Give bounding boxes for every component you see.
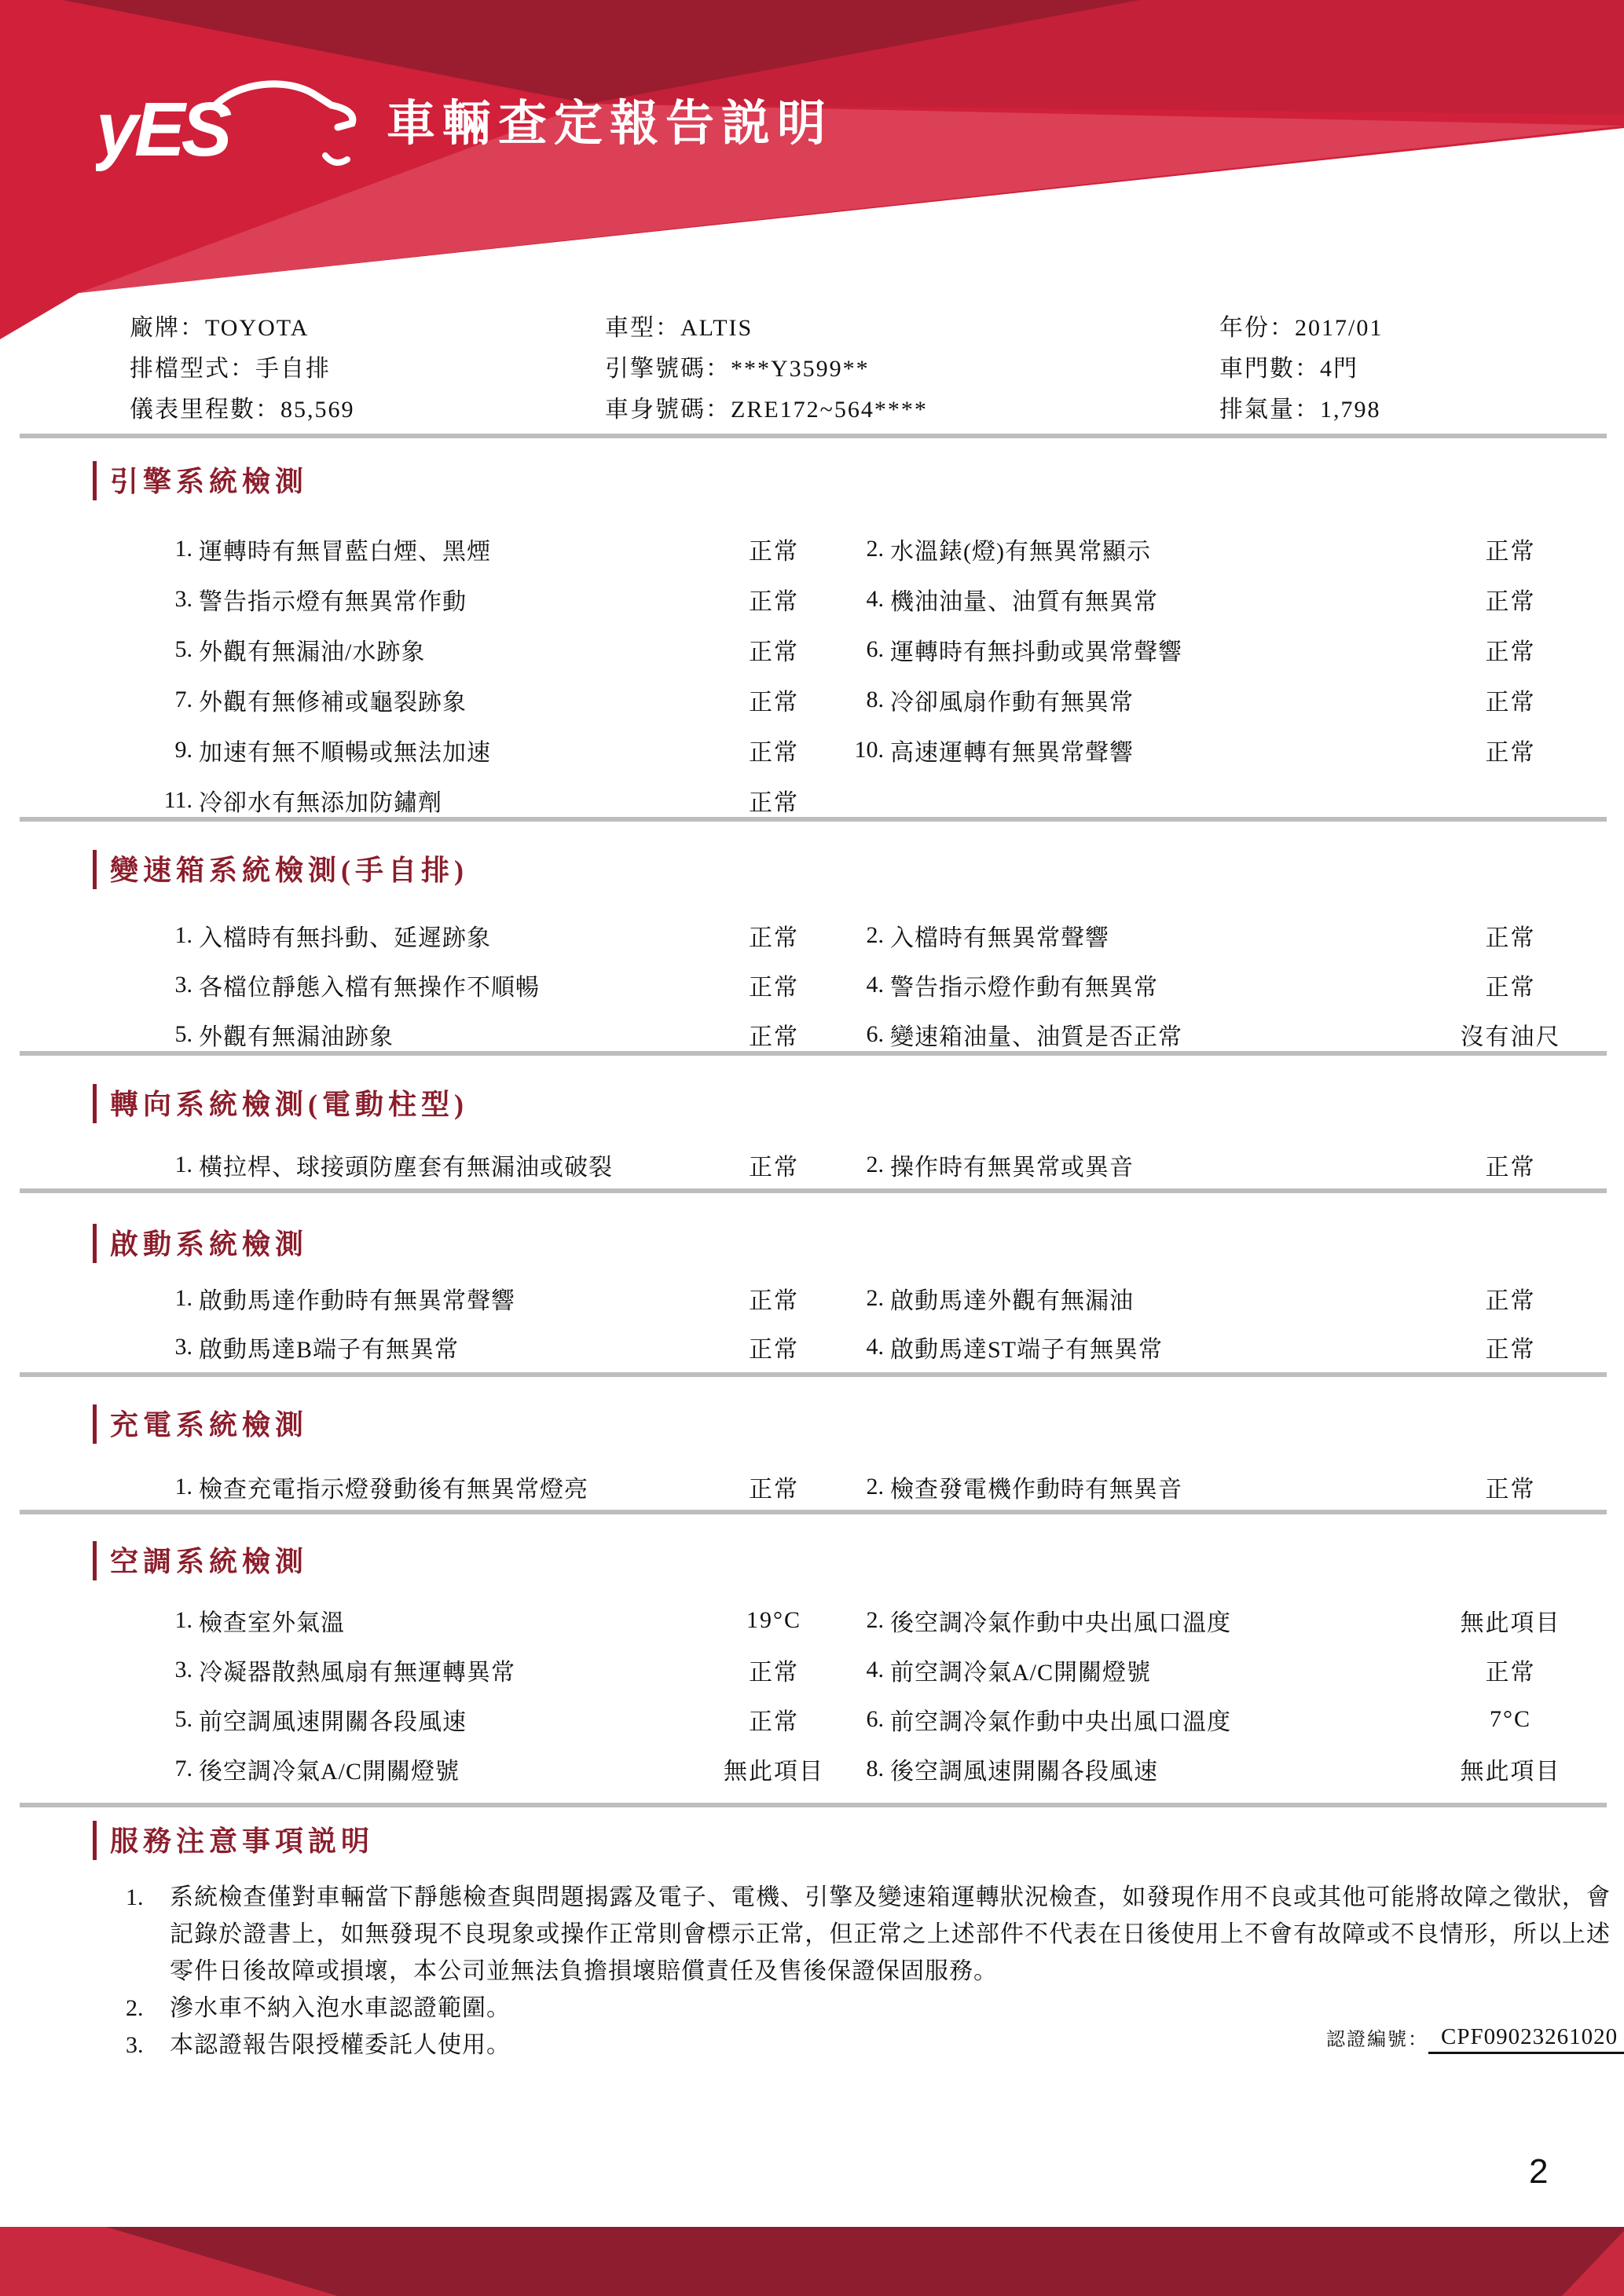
check-item-row [817,1752,1579,1785]
page-number: 2 [1529,2152,1549,2191]
item-number: 10. [854,737,884,763]
item-label: 啟動馬達B端子有無異常 [199,1337,460,1363]
item-label: 運轉時有無冒藍白煙、黑煙 [199,539,491,565]
check-item-row [817,683,1579,716]
item-label: 啟動馬達ST端子有無異常 [890,1337,1164,1363]
item-result: 正常 [1485,1337,1536,1363]
note-item [126,1879,1611,1990]
item-result: 正常 [749,589,799,615]
item-number: 8. [866,1756,884,1782]
item-label: 警告指示燈作動有無異常 [890,975,1158,1001]
item-label: 前空調風速開關各段風速 [199,1709,467,1735]
check-item-row [126,533,845,566]
section-title: 空調系統檢測 [110,1546,309,1577]
item-result: 正常 [1485,589,1536,615]
item-result: 正常 [749,1477,799,1503]
item-label: 啟動馬達外觀有無漏油 [890,1288,1134,1314]
separator [20,434,1607,438]
check-item-row [126,633,845,666]
check-item-row [126,1703,845,1736]
item-number: 2. [866,1474,884,1500]
item-number: 4. [866,972,884,998]
separator [20,1372,1607,1377]
item-result: 正常 [1485,975,1536,1001]
check-item-row [126,734,845,767]
separator [20,1803,1607,1807]
item-number: 3. [174,972,192,998]
check-item-row [817,1703,1579,1736]
note-text: 滲水車不納入泡水車認證範圍。 [170,1995,511,2021]
vehicle-info-column [605,308,928,430]
footer-banner [0,2227,1624,2296]
separator [20,1051,1607,1056]
item-label: 檢查發電機作動時有無異音 [890,1477,1182,1503]
item-number: 2. [866,536,884,562]
item-number: 2. [866,1285,884,1311]
item-result: 正常 [1485,1288,1536,1314]
item-result: 正常 [749,690,799,716]
section-title: 充電系統檢測 [110,1409,309,1441]
item-label: 前空調冷氣A/C開關燈號 [890,1660,1152,1686]
check-item-row [817,583,1579,616]
item-number: 5. [174,1706,192,1732]
item-label: 冷卻水有無添加防鏽劑 [199,790,442,816]
section-bar [93,1404,97,1444]
item-result: 正常 [749,1155,799,1181]
check-item-row [126,1604,845,1637]
note-text: 系統檢查僅對車輛當下靜態檢查與問題揭露及電子、電機、引擎及變速箱運轉狀況檢查，如發現作用不良或其他可能將故障之徵狀，會記錄於證書上，如無發現不良現象或操作正常則會標示正常，但正常之上述部件不代表在日後使用上不會有故障或不良情形，所以上述零件日後故障或損壞，本公司並無法負擔損壞賠償責任及售後保證保固服務。 [170,1884,1611,1984]
info-field: 車身號碼：ZRE172~564**** [605,397,928,423]
section-bar [93,461,97,500]
item-label: 入檔時有無抖動、延遲跡象 [199,925,491,951]
item-label: 檢查充電指示燈發動後有無異常燈亮 [199,1477,588,1503]
info-field: 年份：2017/01 [1219,315,1384,341]
note-number: 2. [126,1995,144,2021]
check-item-row [126,683,845,716]
info-field: 儀表里程數：85,569 [130,397,355,423]
check-item-row [817,1653,1579,1686]
check-item-row [817,734,1579,767]
item-label: 操作時有無異常或異音 [890,1155,1134,1181]
note-number: 3. [126,2032,144,2058]
item-label: 高速運轉有無異常聲響 [890,740,1134,766]
note-text: 本認證報告限授權委託人使用。 [170,2032,511,2058]
item-label: 前空調冷氣作動中央出風口溫度 [890,1709,1231,1735]
item-result: 無此項目 [724,1759,824,1785]
item-label: 後空調風速開關各段風速 [890,1759,1158,1785]
item-number: 7. [174,1756,192,1782]
car-wheel-icon [325,156,347,163]
item-number: 2. [866,1607,884,1633]
item-result: 正常 [1485,925,1536,951]
section-title: 轉向系統檢測(電動柱型) [110,1089,468,1120]
cert-label: 認證編號： [1326,2030,1428,2050]
item-label: 檢查室外氣溫 [199,1610,345,1636]
item-result: 正常 [749,975,799,1001]
item-result: 正常 [749,1288,799,1314]
item-label: 啟動馬達作動時有無異常聲響 [199,1288,515,1314]
note-item [126,1990,1611,2027]
item-result: 7°C [1489,1706,1531,1732]
check-item-row [126,969,845,1002]
vehicle-info-column [1219,308,1383,430]
info-field: 排檔型式：手自排 [130,356,331,382]
item-label: 橫拉桿、球接頭防塵套有無漏油或破裂 [199,1155,613,1181]
header-banner [0,0,1624,350]
item-result: 正常 [749,740,799,766]
item-result: 正常 [749,1337,799,1363]
check-item-row [126,583,845,616]
section-title: 啟動系統檢測 [110,1229,309,1260]
item-number: 6. [866,1706,884,1732]
info-field: 車門數：4門 [1219,356,1358,382]
item-label: 機油油量、油質有無異常 [890,589,1158,615]
section-title: 變速箱系統檢測(手自排) [110,855,468,886]
check-item-row [126,919,845,952]
info-field: 引擎號碼：***Y3599** [605,356,870,382]
item-number: 2. [866,922,884,948]
check-item-row [126,1331,845,1364]
section-bar [93,1224,97,1263]
check-item-row [817,1148,1579,1181]
car-outline-icon [214,84,353,127]
vehicle-info-column [130,308,355,430]
item-label: 加速有無不順暢或無法加速 [199,740,491,766]
item-number: 3. [174,1334,192,1360]
check-item-row [126,1282,845,1315]
item-label: 外觀有無漏油跡象 [199,1024,394,1050]
section-title: 引擎系統檢測 [110,466,309,497]
check-item-row [126,1018,845,1051]
info-field: 車型：ALTIS [605,315,753,341]
item-number: 9. [174,737,192,763]
section-bar [93,1821,97,1860]
item-result: 正常 [749,1660,799,1686]
item-number: 1. [174,1152,192,1177]
item-result: 正常 [1485,1477,1536,1503]
item-number: 3. [174,1657,192,1683]
item-result: 正常 [1485,639,1536,665]
check-item-row [817,533,1579,566]
item-label: 冷凝器散熱風扇有無運轉異常 [199,1660,515,1686]
item-number: 1. [174,1607,192,1633]
item-number: 8. [866,687,884,712]
separator [20,1510,1607,1514]
yes-logo [96,75,367,174]
check-item-row [126,784,845,817]
item-number: 1. [174,922,192,948]
item-result: 無此項目 [1460,1610,1561,1636]
item-result: 正常 [749,1709,799,1735]
item-result: 正常 [749,539,799,565]
item-label: 入檔時有無異常聲響 [890,925,1109,951]
separator [20,1188,1607,1193]
certification-line [1326,2023,1624,2054]
item-result: 正常 [749,790,799,816]
info-field: 廠牌：TOYOTA [130,315,310,341]
item-number: 1. [174,1474,192,1500]
section-bar [93,1084,97,1123]
check-item-row [817,1331,1579,1364]
item-label: 後空調冷氣A/C開關燈號 [199,1759,460,1785]
check-item-row [817,919,1579,952]
item-number: 5. [174,636,192,662]
info-field: 排氣量：1,798 [1219,397,1381,423]
item-number: 4. [866,1657,884,1683]
item-result: 正常 [749,639,799,665]
check-item-row [817,1604,1579,1637]
item-result: 正常 [1485,1155,1536,1181]
item-result: 正常 [749,925,799,951]
item-label: 冷卻風扇作動有無異常 [890,690,1134,716]
item-label: 後空調冷氣作動中央出風口溫度 [890,1610,1231,1636]
check-item-row [817,633,1579,666]
note-number: 1. [126,1884,144,1910]
item-result: 正常 [1485,740,1536,766]
item-result: 正常 [1485,1660,1536,1686]
item-number: 1. [174,1285,192,1311]
check-item-row [126,1470,845,1503]
item-number: 2. [866,1152,884,1177]
item-result: 正常 [1485,690,1536,716]
cert-number: CPF09023261020 [1428,2024,1624,2054]
separator [20,817,1607,822]
check-item-row [817,1018,1579,1051]
item-label: 變速箱油量、油質是否正常 [890,1024,1182,1050]
check-item-row [817,1470,1579,1503]
check-item-row [817,969,1579,1002]
item-result: 正常 [749,1024,799,1050]
item-number: 3. [174,586,192,612]
check-item-row [126,1752,845,1785]
item-number: 1. [174,536,192,562]
item-result: 無此項目 [1460,1759,1561,1785]
section-bar [93,1541,97,1580]
item-number: 4. [866,1334,884,1360]
check-item-row [817,1282,1579,1315]
item-label: 外觀有無漏油/水跡象 [199,639,426,665]
item-label: 運轉時有無抖動或異常聲響 [890,639,1182,665]
yes-logo-graphic [96,75,367,174]
item-number: 6. [866,1021,884,1047]
item-number: 7. [174,687,192,712]
section-bar [93,850,97,889]
check-item-row [126,1148,845,1181]
yes-logo-text: yES [96,86,229,172]
item-number: 5. [174,1021,192,1047]
item-result: 19°C [746,1607,801,1633]
item-number: 6. [866,636,884,662]
item-label: 外觀有無修補或龜裂跡象 [199,690,467,716]
footer-shape-left [0,2227,1624,2296]
item-result: 沒有油尺 [1460,1024,1561,1050]
item-label: 警告指示燈有無異常作動 [199,589,467,615]
check-item-row [126,1653,845,1686]
item-number: 11. [163,787,192,813]
item-number: 4. [866,586,884,612]
service-notes-title: 服務注意事項説明 [110,1825,375,1857]
page-title: 車輛查定報告説明 [387,97,834,151]
item-label: 各檔位靜態入檔有無操作不順暢 [199,975,540,1001]
item-result: 正常 [1485,539,1536,565]
item-label: 水溫錶(燈)有無異常顯示 [890,539,1151,565]
